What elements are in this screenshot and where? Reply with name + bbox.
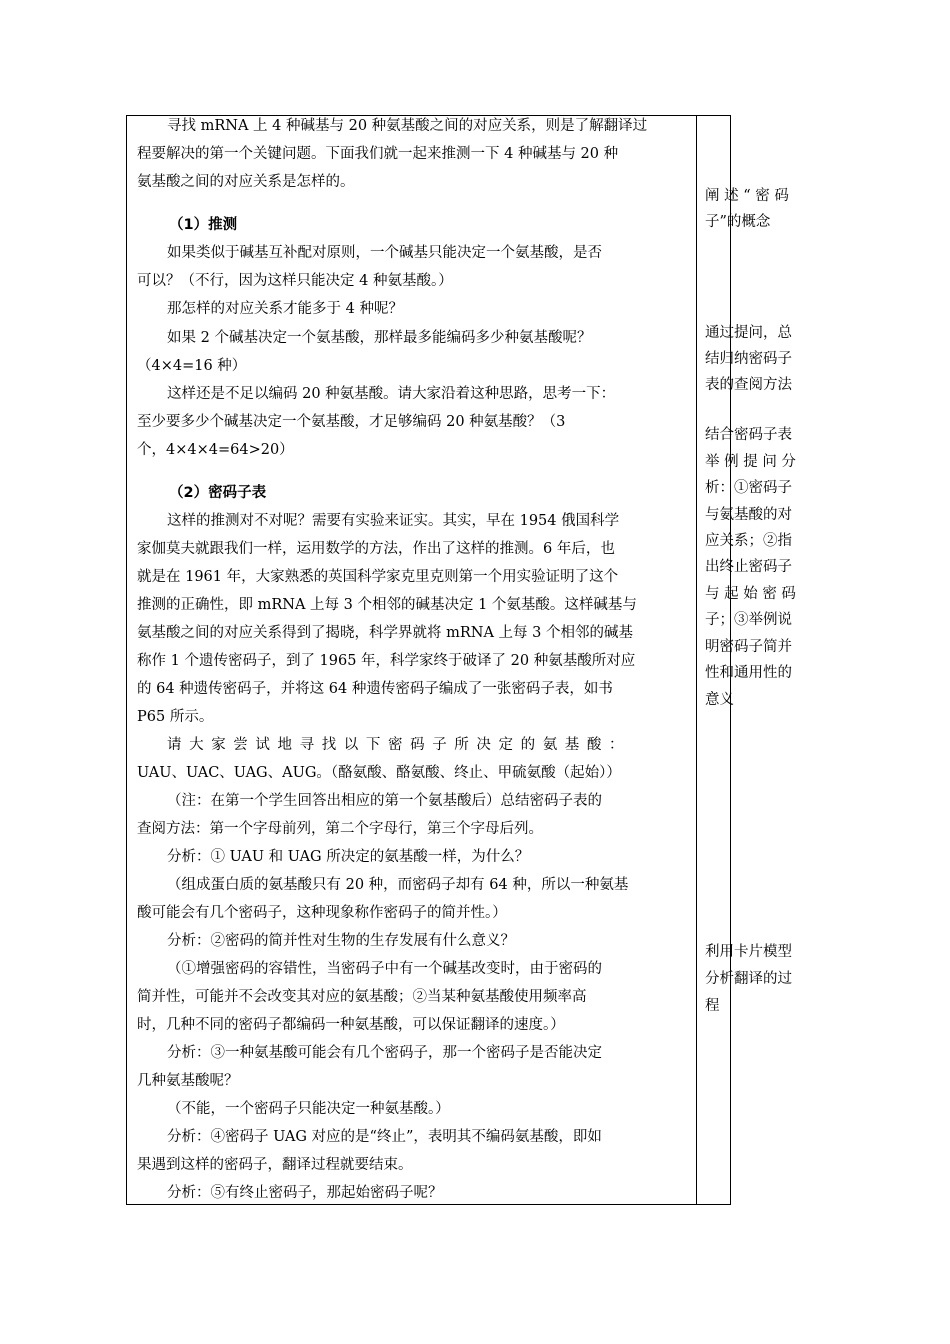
design-intent-column [705,116,809,1204]
note-line: 析：①密码子 [705,480,792,496]
column-divider [696,116,697,1204]
paragraph-line: 这样还是不足以编码 20 种氨基酸。请大家沿着这种思路，思考一下： [167,386,616,402]
note-line: 结归纳密码子 [705,351,792,367]
paragraph-line: 分析：④密码子 UAG 对应的是“终止”，表明其不编码氨基酸，即如 [167,1129,602,1145]
note-line: 表的查阅方法 [705,377,792,393]
paragraph-line: UAU、UAC、UAG、AUG。（酪氨酸、酪氨酸、终止、甲硫氨酸（起始）） [137,765,621,781]
note-line: 子；③举例说 [705,612,792,628]
paragraph-line: 如果 2 个碱基决定一个氨基酸，那样最多能编码多少种氨基酸呢？ [167,330,592,346]
paragraph-line: 寻找 mRNA 上 4 种碱基与 20 种氨基酸之间的对应关系，则是了解翻译过 [167,118,648,134]
note-line: 意义 [705,692,734,708]
note-line: 分析翻译的过 [705,971,792,987]
paragraph-line: 氨基酸之间的对应关系是怎样的。 [137,174,355,190]
section-heading-codon-table: （2）密码子表 [169,485,267,501]
note-line: 与 起 始 密 码 [705,586,796,602]
paragraph-line: 时，几种不同的密码子都编码一种氨基酸，可以保证翻译的速度。） [137,1017,565,1033]
note-line: 性和通用性的 [705,665,792,681]
section-heading-speculation: （1）推测 [169,217,238,233]
paragraph-line: 程要解决的第一个关键问题。下面我们就一起来推测一下 4 种碱基与 20 种 [137,146,619,162]
paragraph-line: 那怎样的对应关系才能多于 4 种呢？ [167,301,403,317]
paragraph-line: 这样的推测对不对呢？需要有实验来证实。其实，早在 1954 俄国科学 [167,513,620,529]
teaching-content-column [137,116,690,1204]
paragraph-line: 家伽莫夫就跟我们一样，运用数学的方法，作出了这样的推测。6 年后，也 [137,541,615,557]
note-line: 举 例 提 问 分 [705,454,796,470]
paragraph-line: 个，4×4×4=64>20） [137,442,294,458]
paragraph-line: 简并性，可能并不会改变其对应的氨基酸；②当某种氨基酸使用频率高 [137,989,587,1005]
note-line: 应关系；②指 [705,533,792,549]
paragraph-line: P65 所示。 [137,709,214,725]
paragraph-line: 分析：③一种氨基酸可能会有几个密码子，那一个密码子是否能决定 [167,1045,602,1061]
paragraph-line: 的 64 种遗传密码子，并将这 64 种遗传密码子编成了一张密码子表，如书 [137,681,613,697]
paragraph-line: 就是在 1961 年，大家熟悉的英国科学家克里克则第一个用实验证明了这个 [137,569,619,585]
paragraph-line: （①增强密码的容错性，当密码子中有一个碱基改变时，由于密码的 [167,961,602,977]
note-line: 阐 述 “ 密 码 [705,188,789,204]
paragraph-line: 分析：① UAU 和 UAG 所决定的氨基酸一样，为什么？ [167,849,530,865]
note-line: 明密码子简并 [705,639,792,655]
paragraph-line: 酸可能会有几个密码子，这种现象称作密码子的简并性。） [137,905,507,921]
note-line: 结合密码子表 [705,427,792,443]
paragraph-line: （不能，一个密码子只能决定一种氨基酸。） [167,1101,450,1117]
note-line: 通过提问，总 [705,325,792,341]
paragraph-line: 查阅方法：第一个字母前列，第二个字母行，第三个字母后列。 [137,821,543,837]
paragraph-line: （注：在第一个学生回答出相应的第一个氨基酸后）总结密码子表的 [167,793,602,809]
paragraph-line: 推测的正确性，即 mRNA 上每 3 个相邻的碱基决定 1 个氨基酸。这样碱基与 [137,597,637,613]
note-line: 利用卡片模型 [705,944,792,960]
paragraph-line: 至少要多少个碱基决定一个氨基酸，才足够编码 20 种氨基酸？（3 [137,414,566,430]
paragraph-line: 请大家尝试地寻找以下密码子所决定的氨基酸： [167,737,632,753]
note-line: 程 [705,998,720,1014]
lesson-table [126,115,796,1205]
paragraph-line: 称作 1 个遗传密码子，到了 1965 年，科学家终于破译了 20 种氨基酸所对应 [137,653,636,669]
paragraph-line: 可以？（不行，因为这样只能决定 4 种氨基酸。） [137,273,453,289]
note-line: 出终止密码子 [705,559,792,575]
paragraph-line: 果遇到这样的密码子，翻译过程就要结束。 [137,1157,413,1173]
paragraph-line: （组成蛋白质的氨基酸只有 20 种，而密码子却有 64 种，所以一种氨基 [167,877,629,893]
paragraph-line: （4×4=16 种） [137,358,247,374]
note-line: 与氨基酸的对 [705,507,792,523]
paragraph-line: 几种氨基酸呢？ [137,1073,239,1089]
paragraph-line: 如果类似于碱基互补配对原则，一个碱基只能决定一个氨基酸，是否 [167,245,602,261]
note-line: 子”的概念 [705,214,771,230]
paragraph-line: 分析：⑤有终止密码子，那起始密码子呢？ [167,1185,443,1201]
paragraph-line: 氨基酸之间的对应关系得到了揭晓，科学界就将 mRNA 上每 3 个相邻的碱基 [137,625,633,641]
paragraph-line: 分析：②密码的简并性对生物的生存发展有什么意义？ [167,933,515,949]
